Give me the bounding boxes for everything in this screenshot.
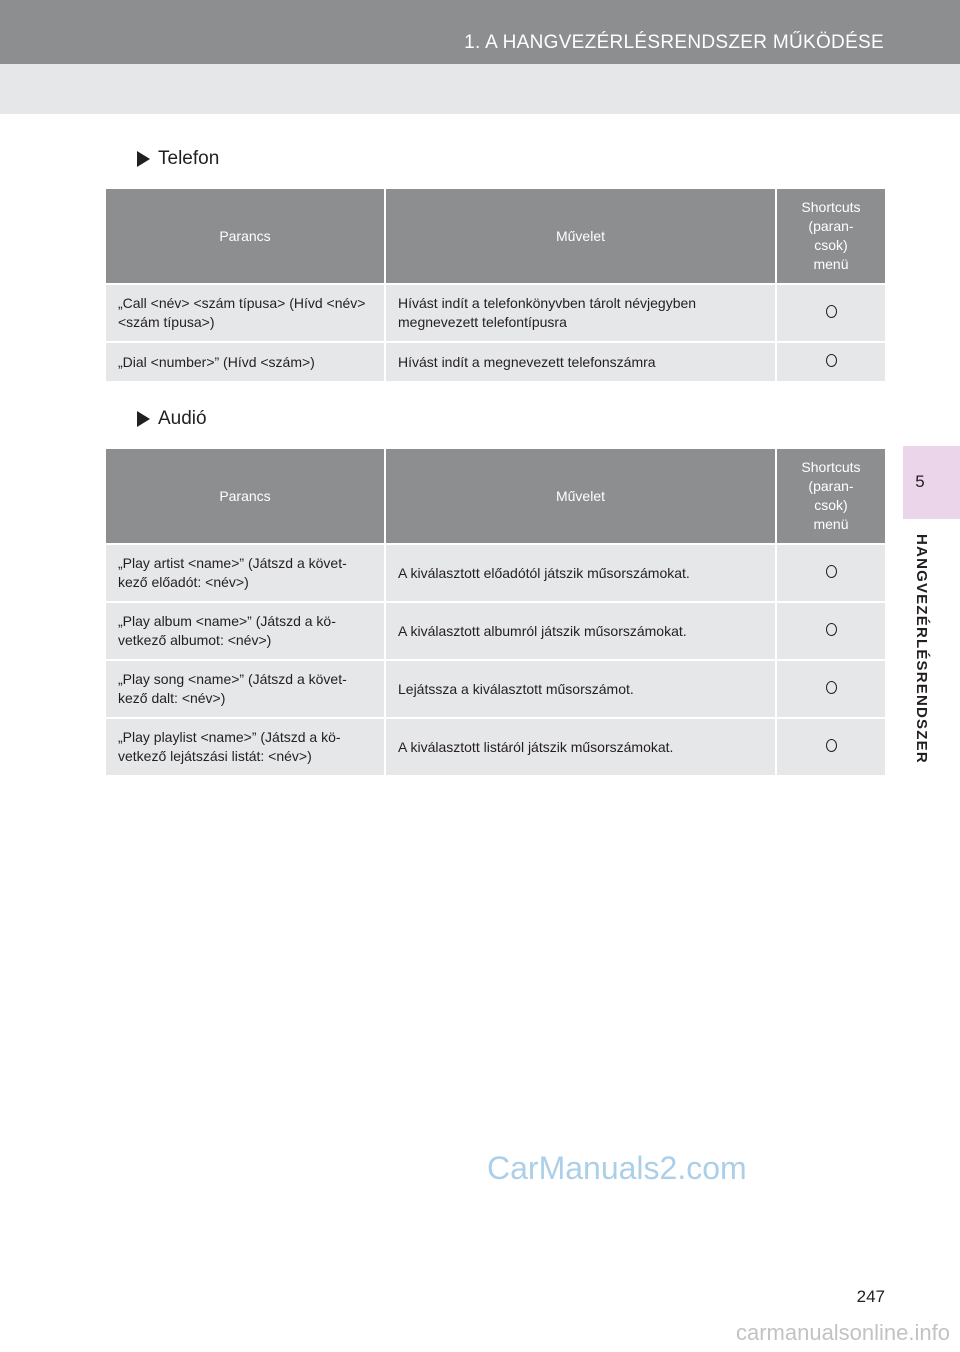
shortcut-cell xyxy=(776,342,885,382)
chapter-side-label: HANGVEZÉRLÉSRENDSZER xyxy=(913,534,930,764)
table-row xyxy=(106,544,885,602)
shortcut-cell xyxy=(776,718,885,776)
shortcuts-header-line: (paran- xyxy=(808,478,854,494)
action-cell: A kiválasztott listáról játszik műsorszámokat. xyxy=(385,718,776,776)
audio-command-table xyxy=(106,449,885,777)
triangle-bullet-icon xyxy=(137,411,150,427)
table-row xyxy=(106,660,885,718)
section-heading-audio xyxy=(137,408,207,430)
shortcut-cell xyxy=(776,660,885,718)
command-cell: „Play album <name>” (Játszd a kö-vetkező albumot: <név>) xyxy=(106,602,385,660)
shortcuts-header-line: Shortcuts xyxy=(801,459,861,475)
section-title: Audió xyxy=(158,408,207,429)
shortcuts-header-line: menü xyxy=(813,256,849,272)
action-cell: A kiválasztott albumról játszik műsorszámokat. xyxy=(385,602,776,660)
column-header-parancs: Parancs xyxy=(106,449,385,544)
column-header-parancs: Parancs xyxy=(106,189,385,284)
shortcuts-header-line: csok) xyxy=(814,497,848,513)
action-cell: A kiválasztott előadótól játszik műsorszámokat. xyxy=(385,544,776,602)
header-band xyxy=(0,64,960,114)
action-cell: Lejátssza a kiválasztott műsorszámot. xyxy=(385,660,776,718)
table-header-row xyxy=(106,449,885,544)
shortcuts-header-line: csok) xyxy=(814,237,848,253)
shortcut-cell xyxy=(776,284,885,342)
circle-mark-icon xyxy=(826,681,837,694)
circle-mark-icon xyxy=(826,623,837,636)
circle-mark-icon xyxy=(826,305,837,318)
watermark-logo[interactable]: CarManuals2.com xyxy=(487,1150,747,1186)
action-cell: Hívást indít a megnevezett telefonszámra xyxy=(385,342,776,382)
chapter-number: 5 xyxy=(915,472,925,491)
table-row xyxy=(106,342,885,382)
circle-mark-icon xyxy=(826,739,837,752)
command-cell: „Play artist <name>” (Játszd a követ-kező előadót: <név>) xyxy=(106,544,385,602)
column-header-shortcuts xyxy=(776,449,885,544)
telefon-command-table xyxy=(106,189,885,383)
table-row xyxy=(106,284,885,342)
chapter-tab[interactable] xyxy=(903,446,960,519)
shortcuts-header-line: menü xyxy=(813,516,849,532)
column-header-muvelet: Művelet xyxy=(385,449,776,544)
command-cell: „Play song <name>” (Játszd a követ-kező dalt: <név>) xyxy=(106,660,385,718)
page-number: 247 xyxy=(856,1287,885,1306)
shortcut-cell xyxy=(776,602,885,660)
table-row xyxy=(106,718,885,776)
table-row xyxy=(106,602,885,660)
watermark-footer[interactable]: carmanualsonline.info xyxy=(735,1320,950,1345)
header-bar xyxy=(0,0,960,64)
triangle-bullet-icon xyxy=(137,151,150,167)
command-cell: „Call <név> <szám típusa> (Hívd <név> <szám típusa>) xyxy=(106,284,385,342)
section-heading-telefon xyxy=(137,148,219,170)
command-cell: „Play playlist <name>” (Játszd a kö-vetkező lejátszási listát: <név>) xyxy=(106,718,385,776)
column-header-muvelet: Művelet xyxy=(385,189,776,284)
shortcuts-header-line: (paran- xyxy=(808,218,854,234)
table-header-row xyxy=(106,189,885,284)
command-cell: „Dial <number>” (Hívd <szám>) xyxy=(106,342,385,382)
shortcut-cell xyxy=(776,544,885,602)
chapter-title: 1. A HANGVEZÉRLÉSRENDSZER MŰKÖDÉSE xyxy=(464,32,884,53)
section-title: Telefon xyxy=(158,148,220,169)
action-cell: Hívást indít a telefonkönyvben tárolt névjegyben megnevezett telefontípusra xyxy=(385,284,776,342)
circle-mark-icon xyxy=(826,565,837,578)
column-header-shortcuts xyxy=(776,189,885,284)
circle-mark-icon xyxy=(826,354,837,367)
shortcuts-header-line: Shortcuts xyxy=(801,199,861,215)
